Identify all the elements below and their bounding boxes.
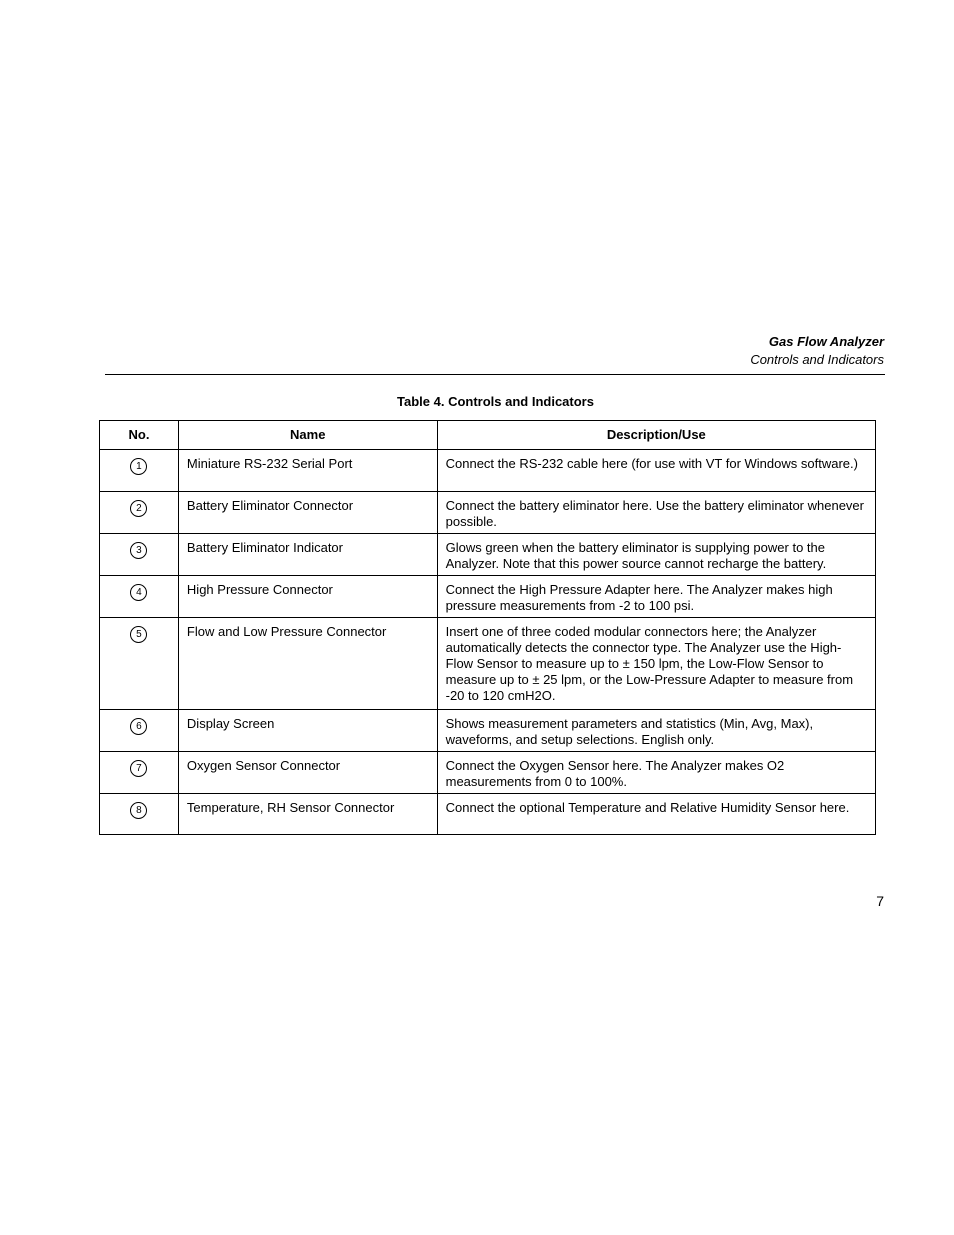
- row-number-cell: [100, 534, 179, 576]
- row-number-cell: [100, 794, 179, 835]
- table-row: [100, 576, 876, 618]
- table-row: [100, 492, 876, 534]
- running-header-subtitle: Controls and Indicators: [750, 352, 884, 367]
- circled-number: 1: [130, 458, 147, 475]
- row-description-cell: Connect the Oxygen Sensor here. The Analyzer makes O2 measurements from 0 to 100%.: [437, 752, 875, 794]
- circled-number: 5: [130, 626, 147, 643]
- table-caption: Table 4. Controls and Indicators: [397, 394, 594, 409]
- row-number-cell: [100, 576, 179, 618]
- circled-number: 7: [130, 760, 147, 777]
- row-name-cell: Oxygen Sensor Connector: [178, 752, 437, 794]
- row-name-cell: Display Screen: [178, 710, 437, 752]
- row-name-cell: Temperature, RH Sensor Connector: [178, 794, 437, 835]
- table-row: [100, 534, 876, 576]
- table-row: [100, 752, 876, 794]
- circled-number: 8: [130, 802, 147, 819]
- row-name-cell: Miniature RS-232 Serial Port: [178, 450, 437, 492]
- row-number-cell: [100, 710, 179, 752]
- row-name-cell: High Pressure Connector: [178, 576, 437, 618]
- row-number-cell: [100, 450, 179, 492]
- row-name-cell: Battery Eliminator Connector: [178, 492, 437, 534]
- row-description-cell: Connect the optional Temperature and Relative Humidity Sensor here.: [437, 794, 875, 835]
- row-number-cell: [100, 752, 179, 794]
- table-row: [100, 450, 876, 492]
- row-description-cell: Glows green when the battery eliminator is supplying power to the Analyzer. Note that this power source cannot recharge the battery.: [437, 534, 875, 576]
- table-row: [100, 794, 876, 835]
- circled-number: 4: [130, 584, 147, 601]
- row-description-cell: Insert one of three coded modular connectors here; the Analyzer automatically detects the connector type. The Analyzer use the High-Flow Sensor to measure up to ± 150 lpm, the Low-Flow Sensor to measure up to ± 25 lpm, or the Low-Pressure Adapter to measure from -20 to 120 cmH2O.: [437, 618, 875, 710]
- table-header-row: [100, 421, 876, 450]
- row-description-cell: Connect the RS-232 cable here (for use with VT for Windows software.): [437, 450, 875, 492]
- controls-indicators-table: [99, 420, 876, 835]
- circled-number: 3: [130, 542, 147, 559]
- row-name-cell: Flow and Low Pressure Connector: [178, 618, 437, 710]
- column-header-no: No.: [100, 421, 179, 450]
- table-row: [100, 710, 876, 752]
- row-name-cell: Battery Eliminator Indicator: [178, 534, 437, 576]
- column-header-name: Name: [178, 421, 437, 450]
- row-description-cell: Shows measurement parameters and statistics (Min, Avg, Max), waveforms, and setup selections. English only.: [437, 710, 875, 752]
- row-description-cell: Connect the High Pressure Adapter here. The Analyzer makes high pressure measurements from -2 to 100 psi.: [437, 576, 875, 618]
- table-row: [100, 618, 876, 710]
- row-number-cell: [100, 618, 179, 710]
- row-number-cell: [100, 492, 179, 534]
- circled-number: 2: [130, 500, 147, 517]
- row-description-cell: Connect the battery eliminator here. Use the battery eliminator whenever possible.: [437, 492, 875, 534]
- running-header-title: Gas Flow Analyzer: [768, 334, 884, 349]
- header-divider: [105, 374, 885, 375]
- column-header-description: Description/Use: [437, 421, 875, 450]
- page-number: 7: [876, 893, 884, 909]
- circled-number: 6: [130, 718, 147, 735]
